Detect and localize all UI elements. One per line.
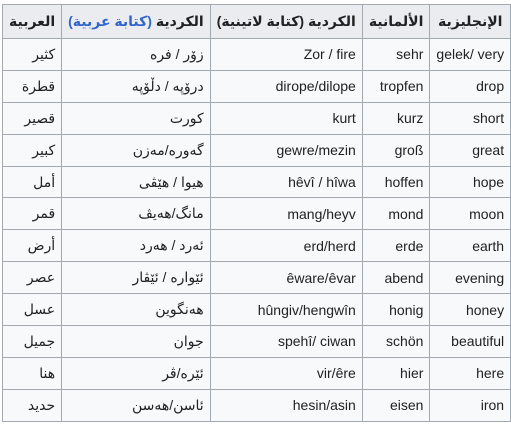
table-row: [3, 166, 511, 198]
header-english: الإنجليزية: [430, 5, 511, 39]
header-german: الألمانية: [362, 5, 430, 39]
cell-kurdish-latin: dirope/dilope: [210, 70, 362, 102]
cell-german: tropfen: [362, 70, 430, 102]
cell-english: evening: [430, 262, 511, 294]
cell-english: hope: [430, 166, 511, 198]
cell-arabic: أمل: [3, 166, 62, 198]
cell-kurdish-latin: erd/herd: [210, 230, 362, 262]
vocabulary-table: [2, 4, 511, 422]
cell-english: iron: [430, 389, 511, 421]
cell-arabic: عصر: [3, 262, 62, 294]
table-row: [3, 294, 511, 326]
cell-arabic: قصير: [3, 102, 62, 134]
cell-kurdish-arabic: ئاسن/هەسن: [62, 389, 211, 421]
cell-english: earth: [430, 230, 511, 262]
cell-kurdish-latin: hûngiv/hengwîn: [210, 294, 362, 326]
cell-kurdish-arabic: گەورە/مەزن: [62, 134, 211, 166]
cell-kurdish-arabic: مانگ/هەیڤ: [62, 198, 211, 230]
cell-kurdish-latin: hesin/asin: [210, 389, 362, 421]
cell-german: mond: [362, 198, 430, 230]
cell-kurdish-arabic: کورت: [62, 102, 211, 134]
cell-english: great: [430, 134, 511, 166]
table-row: [3, 326, 511, 358]
cell-english: here: [430, 357, 511, 389]
cell-arabic: عسل: [3, 294, 62, 326]
cell-kurdish-arabic: زۆر / فره: [62, 39, 211, 71]
cell-german: abend: [362, 262, 430, 294]
cell-kurdish-latin: Zor / fire: [210, 39, 362, 71]
header-kurdish-latin-script: الكردية (كتابة لاتينية): [210, 5, 362, 39]
arabic-script-link[interactable]: (كتابة عربية): [68, 13, 152, 29]
table-row: [3, 39, 511, 71]
cell-german: erde: [362, 230, 430, 262]
cell-arabic: أرض: [3, 230, 62, 262]
cell-german: kurz: [362, 102, 430, 134]
cell-kurdish-latin: hêvî / hîwa: [210, 166, 362, 198]
header-kurdish-label: الكردية: [155, 13, 204, 29]
cell-english: beautiful: [430, 326, 511, 358]
cell-english: drop: [430, 70, 511, 102]
cell-english: short: [430, 102, 511, 134]
cell-kurdish-arabic: درۆپه / دڵۆپه: [62, 70, 211, 102]
cell-kurdish-latin: kurt: [210, 102, 362, 134]
cell-arabic: قمر: [3, 198, 62, 230]
cell-german: groß: [362, 134, 430, 166]
cell-kurdish-latin: spehî/ ciwan: [210, 326, 362, 358]
cell-english: moon: [430, 198, 511, 230]
cell-german: honig: [362, 294, 430, 326]
table-row: [3, 389, 511, 421]
table-row: [3, 198, 511, 230]
cell-german: schön: [362, 326, 430, 358]
cell-english: honey: [430, 294, 511, 326]
header-arabic: العربية: [3, 5, 62, 39]
table-row: [3, 230, 511, 262]
cell-arabic: حديد: [3, 389, 62, 421]
table-row: [3, 134, 511, 166]
cell-arabic: قطرة: [3, 70, 62, 102]
cell-kurdish-latin: gewre/mezin: [210, 134, 362, 166]
cell-german: hoffen: [362, 166, 430, 198]
cell-kurdish-arabic: ئێواره / ئێڤار: [62, 262, 211, 294]
cell-kurdish-arabic: هەنگوین: [62, 294, 211, 326]
cell-kurdish-arabic: جوان: [62, 326, 211, 358]
header-row: [3, 5, 511, 39]
cell-arabic: هنا: [3, 357, 62, 389]
table-row: [3, 262, 511, 294]
cell-kurdish-arabic: ئەرد / هەرد: [62, 230, 211, 262]
cell-arabic: كبير: [3, 134, 62, 166]
cell-german: eisen: [362, 389, 430, 421]
cell-english: gelek/ very: [430, 39, 511, 71]
cell-german: sehr: [362, 39, 430, 71]
cell-arabic: كثير: [3, 39, 62, 71]
table-row: [3, 102, 511, 134]
cell-german: hier: [362, 357, 430, 389]
table-row: [3, 357, 511, 389]
cell-kurdish-arabic: هیوا / هێڤی: [62, 166, 211, 198]
cell-kurdish-latin: vir/êre: [210, 357, 362, 389]
cell-arabic: جميل: [3, 326, 62, 358]
table-row: [3, 70, 511, 102]
header-kurdish-arabic-script: [62, 5, 211, 39]
cell-kurdish-arabic: ئێره/ڤر: [62, 357, 211, 389]
cell-kurdish-latin: mang/heyv: [210, 198, 362, 230]
cell-kurdish-latin: êware/êvar: [210, 262, 362, 294]
